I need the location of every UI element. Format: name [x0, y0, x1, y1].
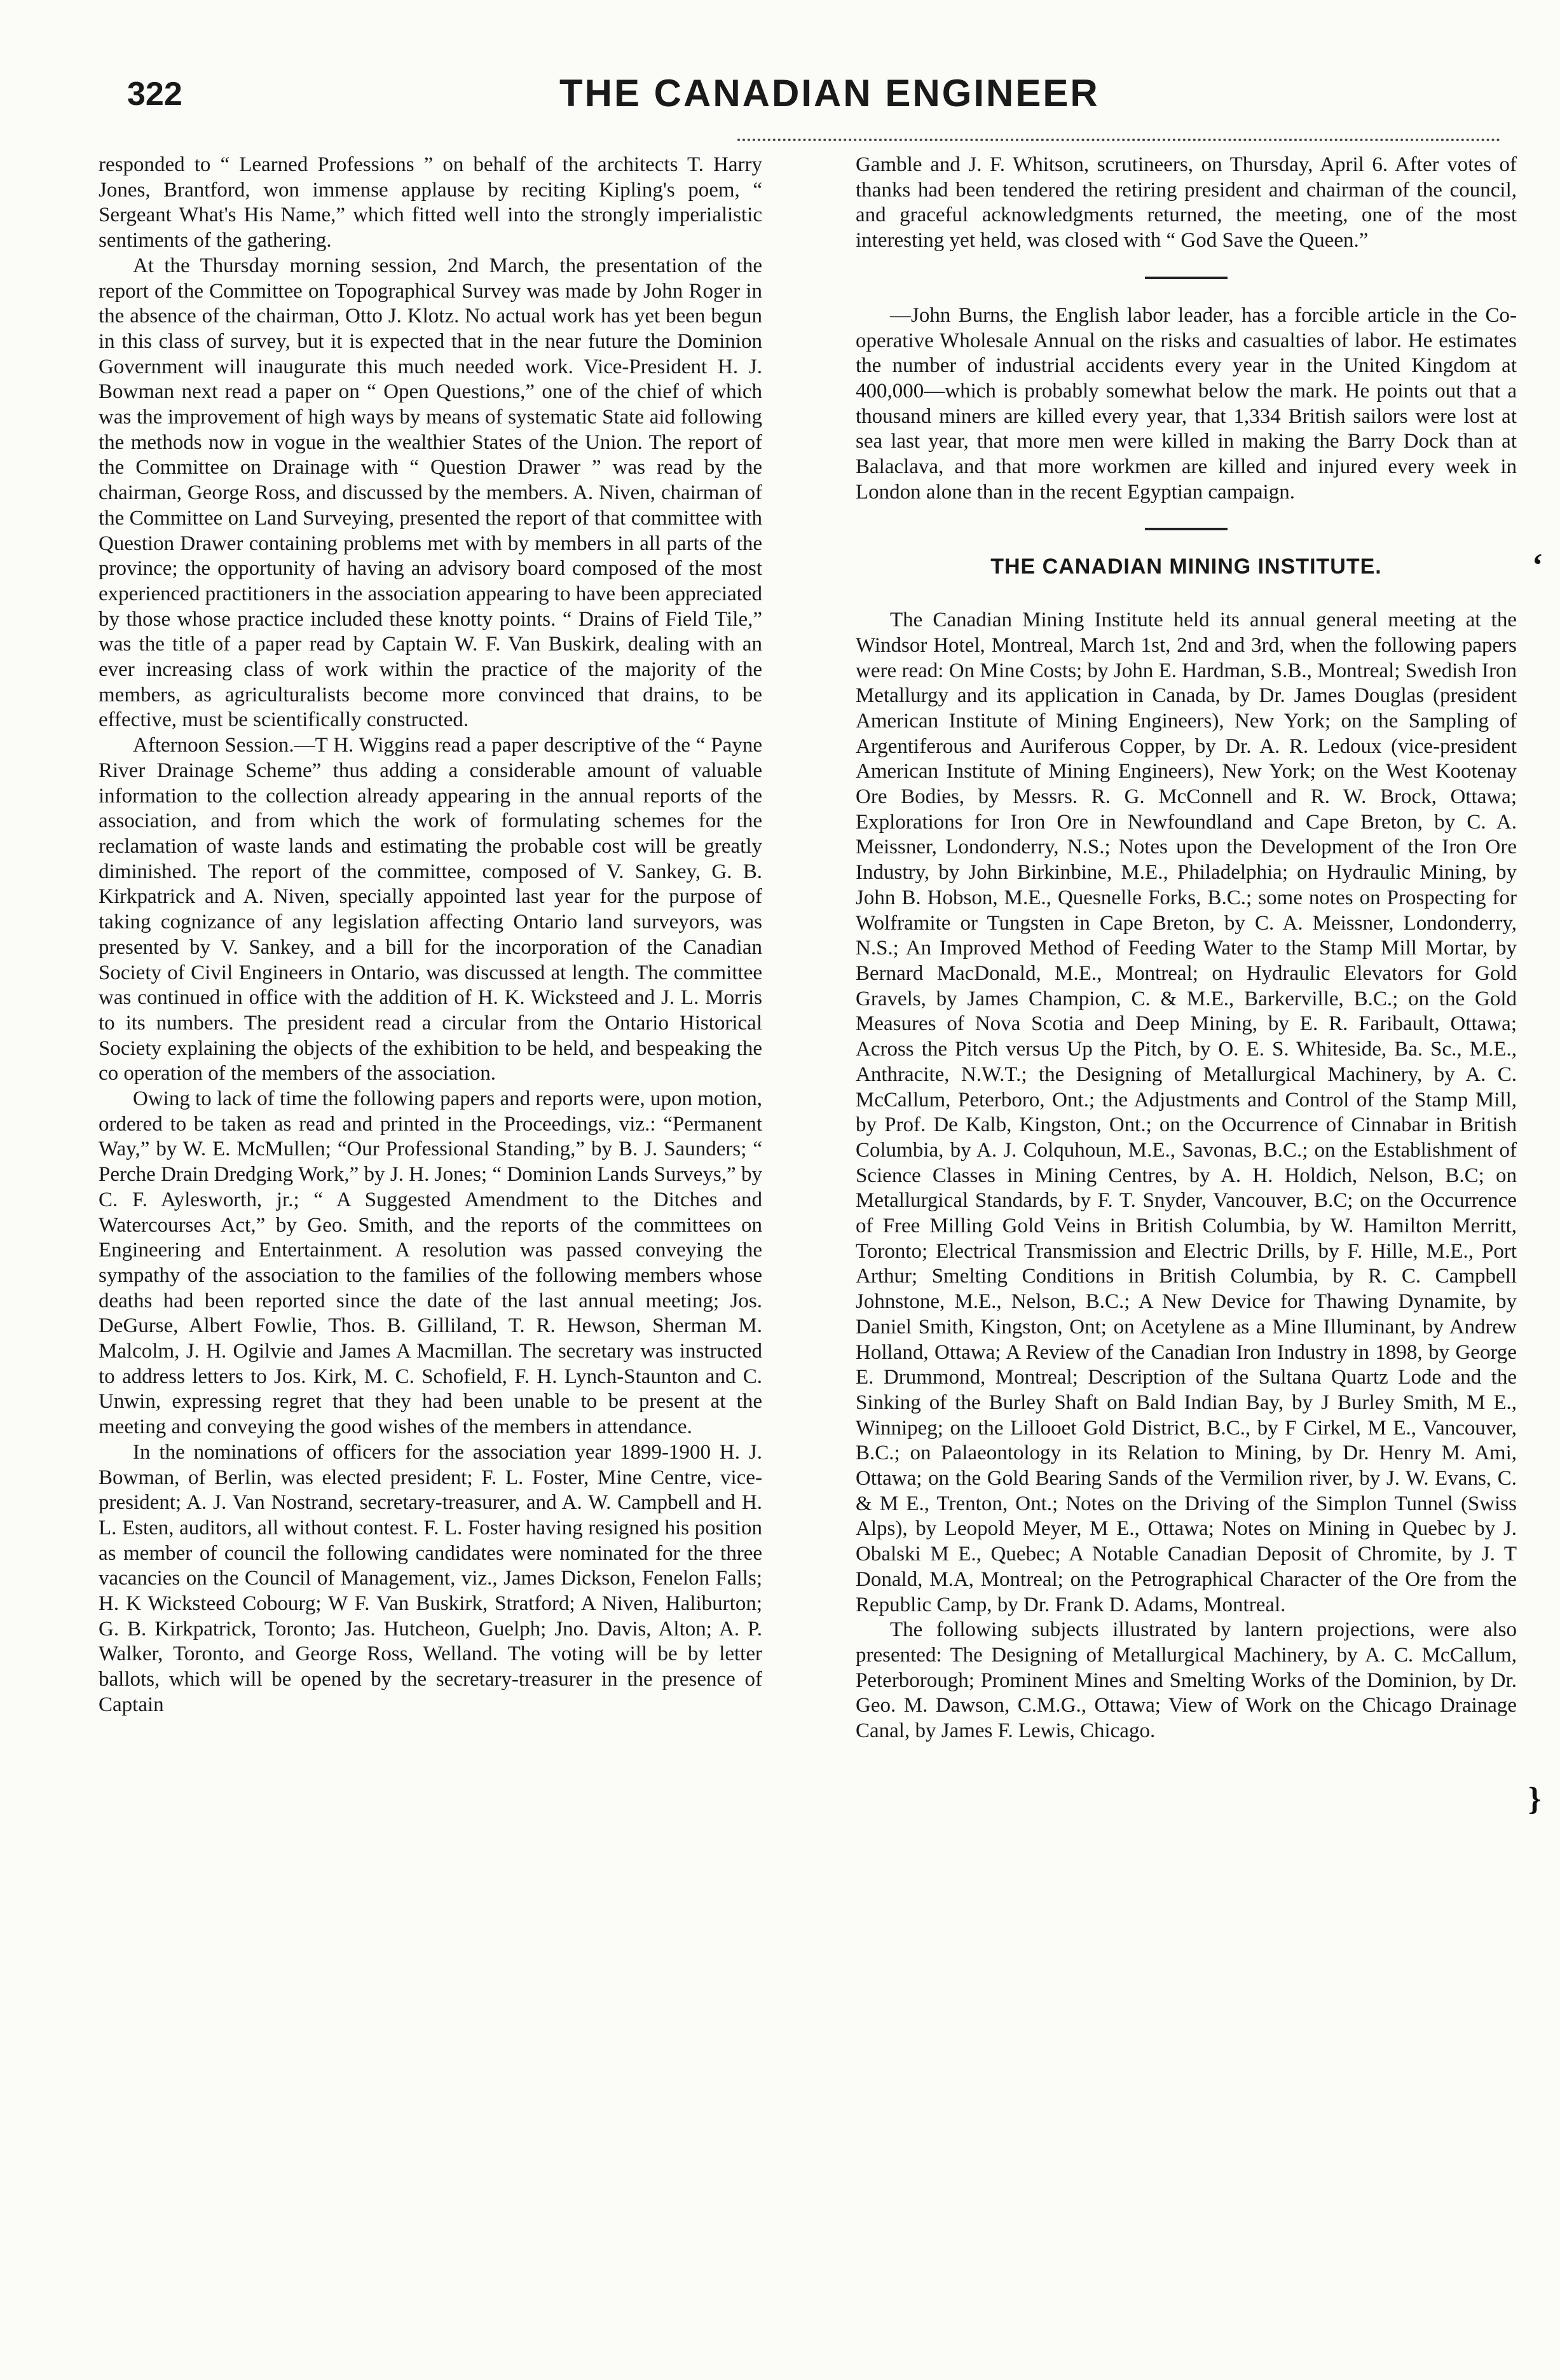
section-divider — [1145, 277, 1228, 279]
article-paragraph: At the Thursday morning session, 2nd March, the presentation of the report of the Committee on Topographical Survey was made by John Roger in the absence of the chairman, Otto J. Klotz. No actual work has yet been begun in this class of survey, but it is expected that in the near future the Dominion Government will inaugurate this much needed work. Vice-President H. J. Bowman next read a paper on “ Open Questions,” one of the chief of which was the improvement of high ways by means of systematic State aid following the methods now in vogue in the wealthier States of the Union. The report of the Committee on Drainage with “ Question Drawer ” was read by the chairman, George Ross, and discussed by the members. A. Niven, chairman of the Committee on Land Surveying, presented the report of that committee with Question Drawer containing problems met with by members in all parts of the province; the opportunity of having an advisory board composed of the most experienced practitioners in the association appearing to have been appreciated by those whose practice included these knotty points. “ Drains of Field Tile,” was the title of a paper read by Captain W. F. Van Buskirk, dealing with an ever increasing class of work within the practice of the majority of the members, as agriculturalists become more convinced that drains, to be effective, must be scientifically constructed. — [99, 254, 762, 732]
institute-paragraph: The Canadian Mining Institute held its annual general meeting at the Windsor Hotel, Montreal, March 1st, 2nd and 3rd, when the following papers were read: On Mine Costs; by John E. Hardman, S.B., Montreal; Swedish Iron Metallurgy and its application in Canada, by Dr. James Douglas (president American Institute of Mining Engineers), New York; on the Sampling of Argentiferous and Auriferous Copper, by Dr. A. R. Ledoux (vice-president American Institute of Mining Engineers), New York; on the West Kootenay Ore Bodies, by Messrs. R. G. McConnell and R. W. Brock, Ottawa; Explorations for Iron Ore in Newfoundland and Cape Breton, by C. A. Meissner, Londonderry, N.S.; Notes upon the Development of the Iron Ore Industry, by John Birkinbine, M.E., Philadelphia; on Hydraulic Mining, by John B. Hobson, M.E., Quesnelle Forks, B.C.; some notes on Prospecting for Wolframite or Tungsten in Cape Breton, by C. A. Meissner, Londonderry, N.S.; An Improved Method of Feeding Water to the Stamp Mill Mortar, by Bernard MacDonald, M.E., Montreal; on Hydraulic Elevators for Gold Gravels, by James Champion, C. & M.E., Barkerville, B.C.; on the Gold Measures of Nova Scotia and Deep Mining, by E. R. Faribault, Ottawa; Across the Pitch versus Up the Pitch, by O. E. S. Whiteside, Ba. Sc., M.E., Anthracite, N.W.T.; the Designing of Metallurgical Machinery, by A. C. McCallum, Peterboro, Ont.; the Adjustments and Control of the Stamp Mill, by Prof. De Kalb, Kingston, Ont.; on the Occurrence of Cinnabar in British Columbia, by A. J. Colquhoun, M.E., Savonas, B.C.; on the Establishment of Science Classes in Mining Centres, by A. H. Holdich, Nelson, B.C; on Metallurgical Standards, by F. T. Snyder, Vancouver, B.C; on the Occurrence of Free Milling Gold Veins in British Columbia, by W. Hamilton Merritt, Toronto; Electrical Transmission and Electric Drills, by F. Hille, M.E., Port Arthur; Smelting Conditions in British Columbia, by R. C. Campbell Johnstone, M.E., Nelson, B.C.; A New Device for Thawing Dynamite, by Daniel Smith, Kingston, Ont; on Acetylene as a Mine Illuminant, by Andrew Holland, Ottawa; A Review of the Canadian Iron Industry in 1898, by George E. Drummond, Montreal; Description of the Sultana Quartz Lode and the Sinking of the Burley Shaft on Bald Indian Bay, by J Burley Smith, M E., Winnipeg; on the Lillooet Gold District, B.C., by F Cirkel, M E., Vancouver, B.C.; on Palaeontology in its Relation to Mining, by Dr. Henry M. Ami, Ottawa; on the Gold Bearing Sands of the Vermilion river, by J. W. Evans, C. & M E., Trenton, Ont.; Notes on the Driving of the Simplon Tunnel (Swiss Alps), by Leopold Meyer, M E., Ottawa; Notes on Mining in Quebec by J. Obalski M E., Quebec; A Notable Canadian Deposit of Chromite, by J. T Donald, M.A, Montreal; on the Petrographical Character of the Ore from the Republic Camp, by Dr. Frank D. Adams, Montreal. — [856, 609, 1517, 1616]
section-heading: THE CANADIAN MINING INSTITUTE. — [990, 554, 1382, 579]
header-dotted-rule — [737, 139, 1500, 141]
institute-paragraph: The following subjects illustrated by lantern projections, were also presented: The Designing of Metallurgical Machinery, by A. C. McCallum, Peterborough; Prominent Mines and Smelting Works of the Dominion, by Dr. Geo. M. Dawson, C.M.G., Ottawa; View of Work on the Chicago Drainage Canal, by James F. Lewis, Chicago. — [856, 1618, 1517, 1743]
page-number: 322 — [127, 76, 182, 113]
journal-masthead: THE CANADIAN ENGINEER — [559, 72, 1100, 114]
article-paragraph: responded to “ Learned Professions ” on behalf of the architects T. Harry Jones, Brantford, won immense applause by reciting Kipling's poem, “ Sergeant What's His Name,” which fitted well into the strongly imperialistic sentiments of the gathering. — [99, 153, 762, 252]
burns-paragraph: —John Burns, the English labor leader, has a forcible article in the Co-operative Wholesale Annual on the risks and casualties of labor. He estimates the number of industrial accidents every year in the United Kingdom at 400,000—which is probably somewhat below the mark. He points out that a thousand miners are killed every year, that 1,334 British sailors were lost at sea last year, that more men were killed in making the Barry Dock than at Balaclava, and that more workmen are killed and injured every week in London alone than in the recent Egyptian campaign. — [856, 303, 1517, 504]
section-divider — [1145, 528, 1228, 530]
left-column — [99, 153, 762, 1718]
article-paragraph: Owing to lack of time the following papers and reports were, upon motion, ordered to be taken as read and printed in the Proceedings, viz.: “Permanent Way,” by W. E. McMullen; “Our Professional Standing,” by B. J. Saunders; “ Perche Drain Dredging Work,” by J. H. Jones; “ Dominion Lands Surveys,” by C. F. Aylesworth, jr.; “ A Suggested Amendment to the Ditches and Watercourses Act,” by Geo. Smith, and the reports of the committees on Engineering and Entertainment. A resolution was passed conveying the sympathy of the association to the families of the following members whose deaths had been reported since the date of the last annual meeting; Jos. DeGurse, Albert Fowlie, Thos. B. Gilliland, T. R. Hewson, Sherman M. Malcolm, J. H. Ogilvie and James A Macmillan. The secretary was instructed to address letters to Jos. Kirk, M. C. Schofield, F. H. Lynch-Staunton and C. Unwin, expressing regret that they had been unable to be present at the meeting and conveying the good wishes of the members in attendance. — [99, 1087, 762, 1439]
article-paragraph: In the nominations of officers for the association year 1899-1900 H. J. Bowman, of Berlin, was elected president; F. L. Foster, Mine Centre, vice-president; A. J. Van Nostrand, secretary-treasurer, and A. W. Campbell and H. L. Esten, auditors, all without contest. F. L. Foster having resigned his position as member of council the following candidates were nominated for the three vacancies on the Council of Management, viz., James Dickson, Fenelon Falls; H. K Wicksteed Cobourg; W F. Van Buskirk, Stratford; A Niven, Haliburton; G. B. Kirkpatrick, Toronto; Jas. Hutcheon, Guelph; Jno. Davis, Alton; A. P. Walker, Toronto, and George Ross, Welland. The voting will be by letter ballots, which will be opened by the secretary-treasurer in the presence of Captain — [99, 1440, 762, 1716]
article-paragraph: Afternoon Session.—T H. Wiggins read a paper descriptive of the “ Payne River Drainage Scheme” thus adding a considerable amount of valuable information to the collection already appearing in the annual reports of the association, and from which the work of formulating schemes for the reclamation of waste lands and estimating the probable cost will be greatly diminished. The report of the committee, composed of V. Sankey, G. B. Kirkpatrick and A. Niven, specially appointed last year for the purpose of taking cognizance of any legislation affecting Ontario land surveyors, was presented by V. Sankey, and a bill for the incorporation of the Canadian Society of Civil Engineers in Ontario, was discussed at length. The committee was continued in office with the addition of H. K. Wicksteed and J. L. Morris to its numbers. The president read a circular from the Ontario Historical Society explaining the objects of the exhibition to be held, and bespeaking the co operation of the members of the association. — [99, 734, 762, 1085]
margin-mark: ‘ — [1532, 547, 1543, 584]
margin-mark: } — [1528, 1781, 1542, 1817]
right-column — [856, 153, 1517, 1744]
article-continuation: Gamble and J. F. Whitson, scrutineers, on Thursday, April 6. After votes of thanks had been tendered the retiring president and chairman of the council, and graceful acknowledgments returned, the meeting, one of the most interesting yet held, was closed with “ God Save the Queen.” — [856, 153, 1517, 252]
